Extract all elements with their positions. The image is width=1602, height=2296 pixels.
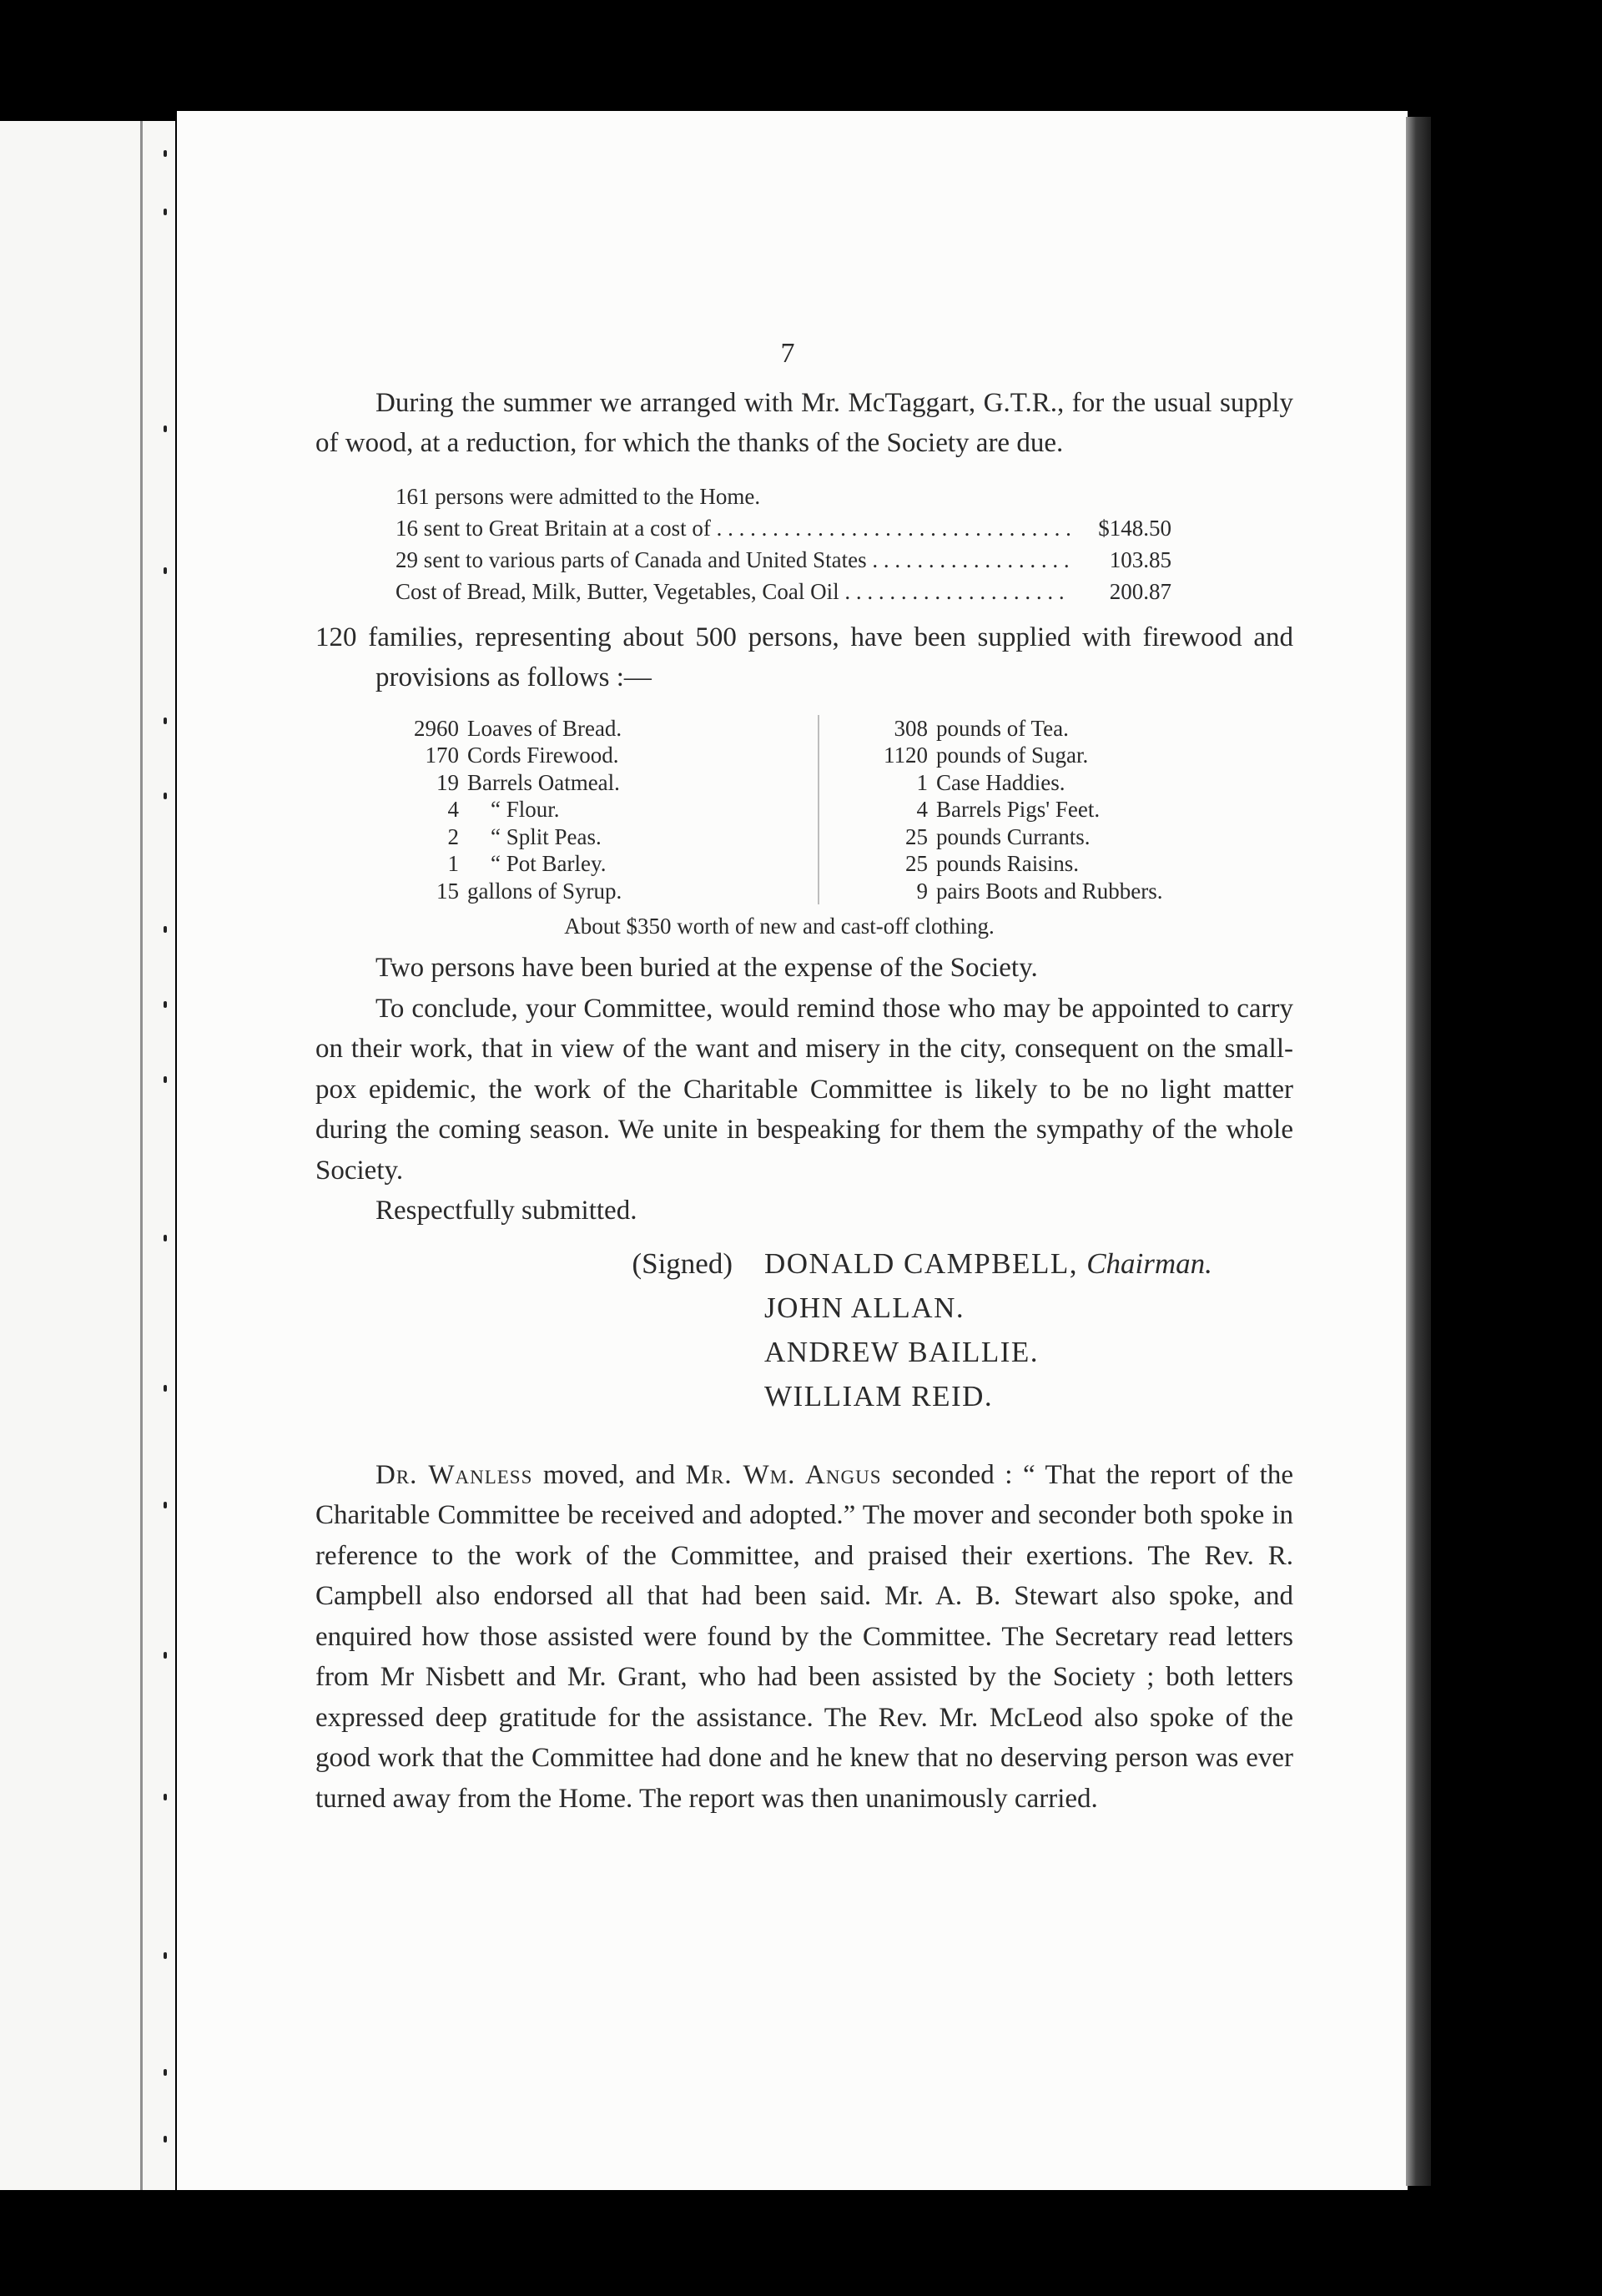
item-name: “ Split Peas. (491, 823, 602, 849)
list-item (392, 878, 793, 905)
chairman-name: DONALD CAMPBELL, (764, 1246, 1078, 1280)
signature-block (315, 1241, 1293, 1418)
item-name: pounds of Sugar. (936, 743, 1089, 768)
signatory: WILLIAM REID. (764, 1379, 994, 1412)
binding-line (140, 121, 143, 2190)
list-item (853, 796, 1253, 823)
paragraph-buried: Two persons have been buried at the expense of the Society. (375, 953, 1038, 983)
item-name: Case Haddies. (936, 769, 1065, 795)
item-qty: 2960 (414, 715, 459, 741)
item-name: “ Flour. (491, 797, 560, 822)
item-qty: 170 (425, 743, 459, 768)
list-item (392, 742, 793, 769)
item-name: Barrels Pigs' Feet. (936, 797, 1101, 822)
minutes-text: moved, and (532, 1459, 686, 1490)
list-item (853, 742, 1253, 769)
ledger-amount: $148.50 (1098, 515, 1171, 541)
item-name: Barrels Oatmeal. (467, 769, 620, 795)
list-item (392, 769, 793, 797)
facing-page (0, 121, 175, 2190)
ledger-desc: Cost of Bread, Milk, Butter, Vegetables, Coal Oil . . . (395, 576, 1071, 607)
item-qty: 4 (447, 797, 459, 822)
item-qty: 1 (916, 769, 928, 795)
page-number: 7 (780, 338, 795, 369)
item-qty: 15 (436, 878, 459, 904)
item-name: pounds of Tea. (936, 715, 1069, 741)
ledger-desc: 161 persons were admitted to the Home. (395, 483, 761, 509)
list-item (392, 823, 793, 851)
ledger-desc: 29 sent to various parts of Canada and United States . . . (395, 544, 1071, 576)
ledger-amount: 200.87 (1109, 578, 1171, 604)
item-qty: 308 (894, 715, 928, 741)
ledger-amount: 103.85 (1109, 546, 1171, 572)
ledger-row (395, 481, 1171, 512)
ledger-desc: 16 sent to Great Britain at a cost of . . . (395, 512, 1071, 544)
supplies-column-right (819, 715, 1253, 905)
signatory-chairman (764, 1241, 1212, 1286)
item-qty: 25 (905, 851, 928, 876)
paragraph-conclude: To conclude, your Committee, would remind those who may be appointed to carry on their work, that in view of the want and misery in the city, consequent on the small-pox epidemic, the work of the Charitable Committee is likely to be no light matter during the coming season. We unite in bespeaking for them the sympathy of the whole Society. (315, 993, 1293, 1186)
item-qty: 4 (916, 797, 928, 822)
list-item (853, 715, 1253, 743)
paragraph-minutes (315, 1455, 1293, 1820)
list-item (853, 878, 1253, 905)
supplies-list (392, 715, 1293, 905)
signatory: ANDREW BAILLIE. (764, 1335, 1040, 1368)
list-item (853, 769, 1253, 797)
item-qty: 19 (436, 769, 459, 795)
signatory: JOHN ALLAN. (764, 1291, 965, 1324)
list-item (392, 796, 793, 823)
item-qty: 1120 (884, 743, 928, 768)
mover-name: Dr. Wanless (375, 1459, 533, 1490)
item-name: gallons of Syrup. (467, 878, 622, 904)
ledger-row (395, 512, 1171, 544)
list-item (853, 850, 1253, 878)
ledger-row (395, 576, 1171, 607)
clothing-line: About $350 worth of new and cast-off clothing. (564, 914, 995, 939)
chairman-title: Chairman. (1086, 1246, 1212, 1280)
paragraph-wood: During the summer we arranged with Mr. McTaggart, G.T.R., for the usual supply of wood, at a reduction, for which the thanks of the Society are due. (315, 387, 1293, 458)
paragraph-families: 120 families, representing about 500 persons, have been supplied with firewood and provisions as follows :— (315, 622, 1293, 692)
item-name: pounds Currants. (936, 823, 1091, 849)
seconder-name: Mr. Wm. Angus (685, 1459, 882, 1490)
list-item (392, 715, 793, 743)
signed-label: (Signed) (632, 1246, 733, 1280)
page-content (315, 334, 1293, 1819)
item-qty: 1 (447, 851, 459, 876)
item-name: pounds Raisins. (936, 851, 1080, 876)
item-qty: 9 (916, 878, 928, 904)
signatory-list (764, 1241, 1212, 1418)
item-name: “ Pot Barley. (491, 851, 607, 876)
item-name: Loaves of Bread. (467, 715, 622, 741)
item-name: pairs Boots and Rubbers. (936, 878, 1163, 904)
item-qty: 2 (447, 823, 459, 849)
minutes-text: seconded : “ That the report of the Charitable Committee be received and adopted.” The mover and seconder both spoke in reference to the work of the Committee, and praised their exertions. The Rev. R. Campbell also endorsed all that had been said. Mr. A. B. Stewart also spoke, and enquired how those assisted were found by the Committee. The Secretary read letters from Mr Nisbett and Mr. Grant, who had been assisted by the Society ; both letters expressed deep gratitude for the assistance. The Rev. Mr. McLeod also spoke of the good work that the Committee had done and he knew that no deserving person was ever turned away from the Home. The report was then unanimously carried. (315, 1459, 1293, 1814)
list-item (392, 850, 793, 878)
supplies-column-left (392, 715, 819, 905)
submitted-line: Respectfully submitted. (375, 1196, 637, 1226)
ledger (395, 481, 1293, 607)
page-edge (1406, 117, 1431, 2186)
item-name: Cords Firewood. (467, 743, 619, 768)
ledger-row (395, 544, 1171, 576)
item-qty: 25 (905, 823, 928, 849)
list-item (853, 823, 1253, 851)
